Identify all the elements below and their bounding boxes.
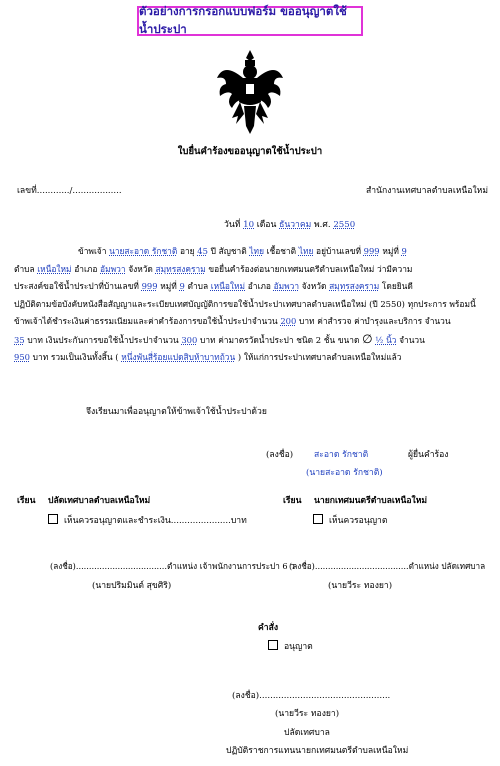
text: จังหวัด	[128, 263, 153, 274]
diameter-icon: ∅	[362, 331, 373, 346]
officer-name: (นายปริมมินต์ สุขศิริ)	[92, 581, 172, 591]
final-signature-line[interactable]: (ลงชื่อ)................................................	[232, 691, 391, 701]
order-approve-checkbox[interactable]	[268, 640, 278, 650]
form-title-box	[137, 6, 363, 36]
text: ประสงค์ขอใช้น้ำประปาที่บ้านเลขที่	[14, 281, 139, 291]
tambon-field[interactable]: เหนือใหม่	[37, 263, 72, 274]
date-year-label: พ.ศ.	[314, 220, 331, 230]
approve-checkbox[interactable]	[313, 514, 323, 524]
text: อยู่บ้านเลขที่	[316, 246, 361, 256]
text: ) ให้แก่การประปาเทศบาลตำบลเหนือใหม่แล้ว	[237, 352, 402, 362]
applicant-role: ผู้ยื่นคำร้อง	[408, 450, 449, 460]
body-line-4: ปฏิบัติตามข้อบังคับหนังสือสัญญาและระเบียบเทศบัญญัติการขอใช้น้ำประปาเทศบาลตำบลเหนือใหม่ (ปี 2550) ทุกประการ พร้อมนี้	[14, 298, 476, 309]
text: อำเภอ	[247, 281, 271, 291]
age-field[interactable]: 45	[197, 246, 208, 256]
right-to-label: เรียน	[283, 496, 302, 506]
body-line-6	[14, 331, 486, 350]
date-pre: วันที่	[224, 220, 241, 230]
service-amphoe-field[interactable]: อัมพวา	[273, 281, 300, 291]
service-moo-field[interactable]: 9	[179, 281, 185, 291]
date-year[interactable]: 2550	[333, 220, 356, 230]
text: โดยยินดี	[381, 281, 413, 291]
applicant-signature[interactable]: สะอาด รักชาติ	[314, 450, 369, 460]
left-addressee: ปลัดเทศบาลตำบลเหนือใหม่	[48, 496, 151, 506]
text: หมู่ที่	[382, 246, 399, 256]
amphoe-field[interactable]: อัมพวา	[100, 263, 126, 274]
service-province-field[interactable]: สมุทรสงคราม	[329, 281, 380, 291]
right-option	[313, 513, 387, 527]
service-house-number-field[interactable]: 999	[141, 281, 158, 291]
final-position: ปลัดเทศบาล	[284, 728, 330, 738]
province-field[interactable]: สมุทรสงคราม	[155, 263, 206, 274]
request-body	[14, 243, 486, 367]
order-option	[268, 639, 313, 653]
right-option-label: เห็นควรอนุญาต	[329, 516, 388, 526]
applicant-printed-name: (นายสะอาด รักชาติ)	[306, 468, 383, 478]
left-to-label: เรียน	[17, 496, 36, 506]
nationality-field[interactable]: ไทย	[249, 246, 264, 256]
date-day[interactable]: 10	[243, 220, 255, 230]
left-option-label: เห็นควรอนุญาตและชำระเงิน......................บาท	[64, 516, 247, 526]
officer-signature-line[interactable]: (ลงชื่อ)...................................ตำแหน่ง เจ้าพนักงานการประปา 6 ว	[50, 561, 295, 571]
text: ปี สัญชาติ	[210, 246, 247, 256]
date-line	[224, 217, 355, 231]
deposit-field[interactable]: 300	[181, 334, 198, 345]
final-position-acting: ปฏิบัติราชการแทนนายกเทศมนตรีตำบลเหนือใหม่	[226, 746, 409, 756]
text: จำนวน	[399, 334, 425, 345]
form-title: ตัวอย่างการกรอกแบบฟอร์ม ขออนุญาตใช้น้ำประปา	[139, 4, 347, 36]
right-addressee: นายกเทศมนตรีตำบลเหนือใหม่	[314, 496, 428, 506]
request-sentence: จึงเรียนมาเพื่ออนุญาตให้ข้าพเจ้าใช้น้ำประปาด้วย	[86, 407, 267, 417]
text: ขอยื่นคำร้องต่อนายกเทศมนตรีตำบลเหนือใหม่ ว่ามีความ	[208, 263, 413, 274]
text: บาท รวมเป็นเงินทั้งสิ้น (	[32, 352, 119, 362]
text: อายุ	[179, 246, 195, 256]
text: ข้าพเจ้าได้ชำระเงินค่าธรรมเนียมและค่าคำร้องการขอใช้น้ำประปาจำนวน	[14, 316, 278, 326]
service-fee-field[interactable]: 35	[14, 334, 25, 345]
body-line-1	[14, 243, 486, 261]
text: เชื้อชาติ	[266, 246, 297, 256]
text: อำเภอ	[74, 263, 98, 274]
body-line-2	[14, 261, 486, 279]
service-tambon-field[interactable]: เหนือใหม่	[210, 281, 246, 291]
garuda-emblem-icon	[214, 48, 286, 136]
fee-field[interactable]: 200	[280, 316, 297, 326]
text: ตำบล	[187, 281, 209, 291]
meter-size-field[interactable]: ½ นิ้ว	[375, 334, 397, 345]
body-line-3	[14, 278, 486, 296]
document-number: เลขที่............/..................	[17, 186, 122, 196]
text: บาท ค่าสำรวจ ค่าบำรุงและบริการ จำนวน	[299, 316, 451, 326]
approve-payment-checkbox[interactable]	[48, 514, 58, 524]
text: จังหวัด	[301, 281, 327, 291]
meter-fee-field[interactable]: 950	[14, 352, 30, 362]
final-name: (นายวีระ ทองยา)	[275, 709, 340, 719]
text: บาท เงินประกันการขอใช้น้ำประปาจำนวน	[27, 334, 179, 345]
text: ข้าพเจ้า	[78, 246, 107, 256]
clerk-name: (นายวีระ ทองยา)	[328, 581, 393, 591]
total-text-field[interactable]: หนึ่งพันสี่ร้อยแปดสิบห้าบาทถ้วน	[121, 352, 236, 362]
date-month[interactable]: ธันวาคม	[279, 220, 312, 230]
form-heading: ใบยื่นคำร้องขออนุญาตใช้น้ำประปา	[177, 146, 323, 157]
body-line-7	[14, 349, 486, 367]
house-number-field[interactable]: 999	[363, 246, 380, 256]
office-name: สำนักงานเทศบาลตำบลเหนือใหม่	[366, 186, 488, 196]
order-option-label: อนุญาต	[284, 642, 313, 652]
race-field[interactable]: ไทย	[298, 246, 314, 256]
applicant-sign-label: (ลงชื่อ)	[266, 450, 294, 460]
applicant-name-field[interactable]: นายสะอาด รักชาติ	[109, 246, 178, 256]
date-month-label: เดือน	[256, 220, 277, 230]
order-heading: คำสั่ง	[258, 623, 279, 633]
text: ตำบล	[14, 263, 35, 274]
left-option	[48, 513, 247, 527]
moo-field[interactable]: 9	[401, 246, 407, 256]
text: บาท ค่ามาตรวัดน้ำประปา ชนิด 2 ชั้น ขนาด	[200, 334, 360, 345]
clerk-signature-line[interactable]: (ลงชื่อ)....................................ตำแหน่ง ปลัดเทศบาล	[289, 561, 486, 571]
text: หมู่ที่	[160, 281, 177, 291]
body-line-5	[14, 313, 486, 331]
